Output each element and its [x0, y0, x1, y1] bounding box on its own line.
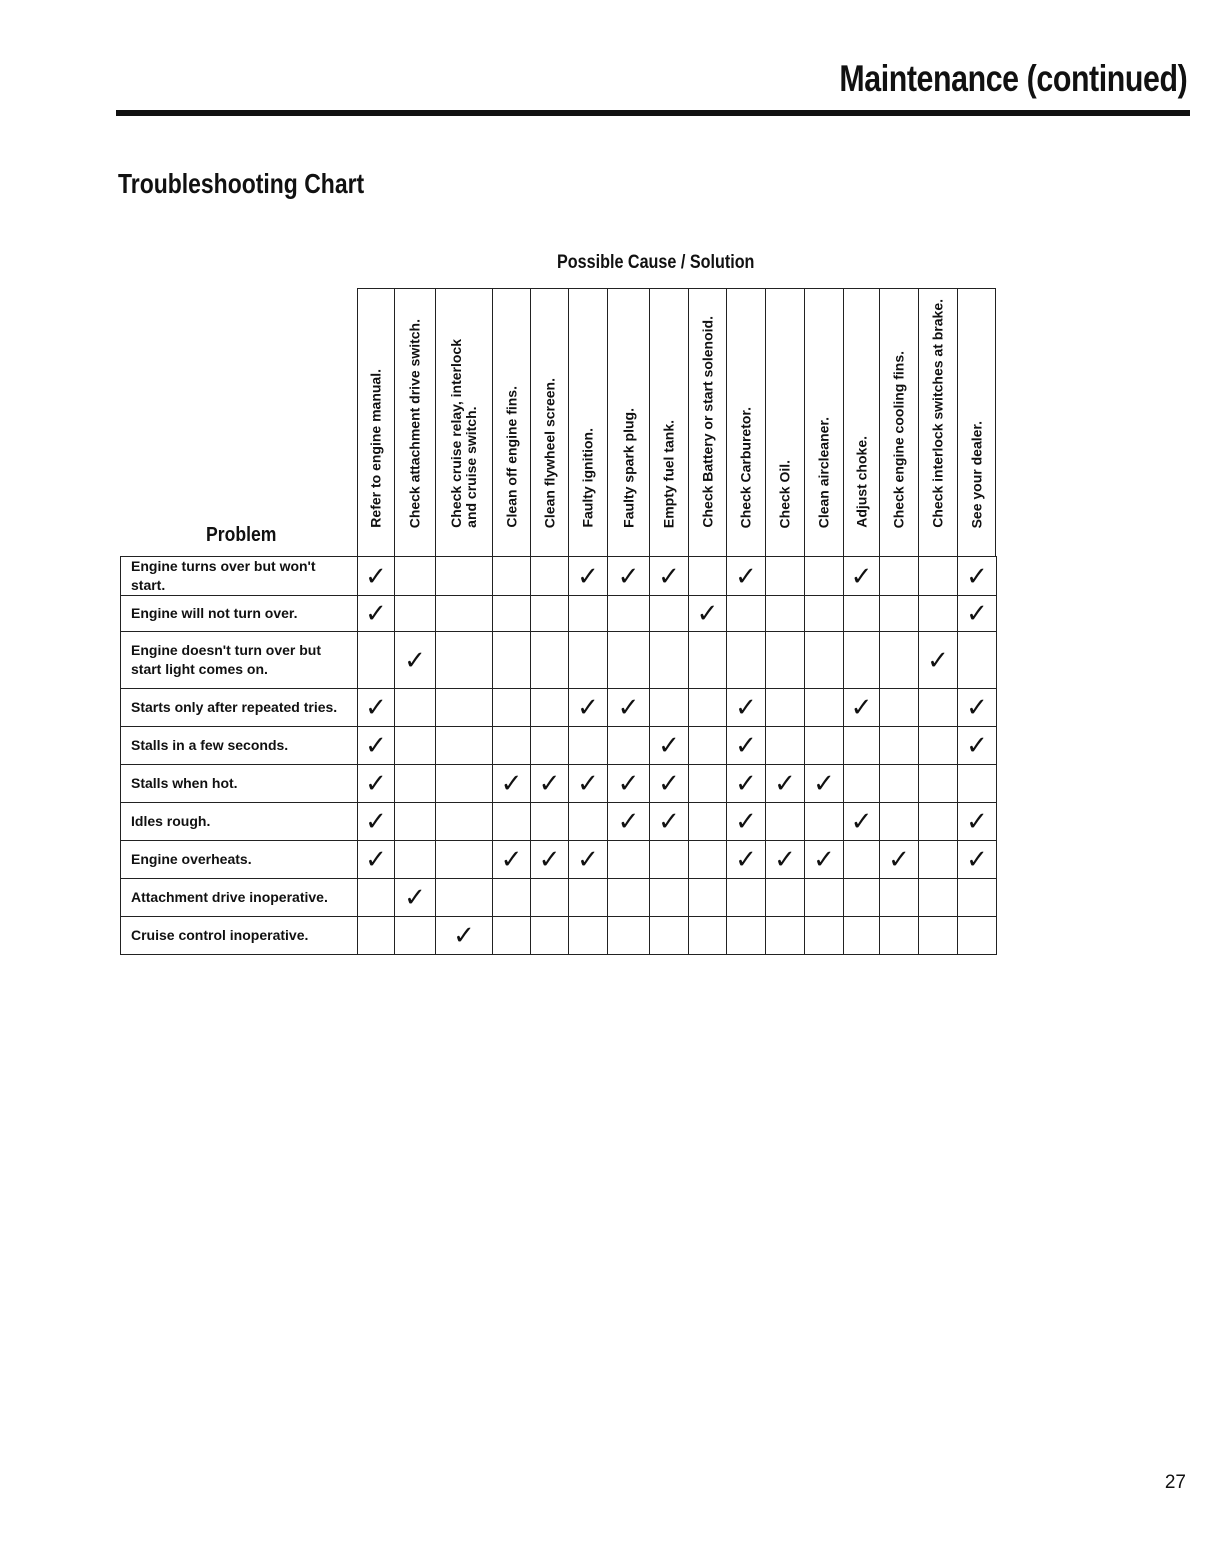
check-cell — [727, 557, 766, 596]
check-cell — [727, 689, 766, 727]
check-cell — [844, 917, 880, 955]
check-cell — [608, 689, 650, 727]
check-cell — [493, 596, 531, 632]
problem-cell: Engine will not turn over. — [121, 596, 358, 632]
checkmark-icon: ✓ — [365, 731, 387, 761]
check-cell — [493, 879, 531, 917]
problem-cell: Engine turns over but won't start. — [121, 557, 358, 596]
check-cell — [569, 632, 608, 689]
problem-cell: Engine overheats. — [121, 841, 358, 879]
checkmark-icon: ✓ — [500, 769, 523, 799]
check-cell — [358, 803, 395, 841]
section-title: Maintenance (continued) — [839, 58, 1187, 99]
check-cell — [608, 917, 650, 955]
chart-title: Troubleshooting Chart — [118, 168, 365, 199]
check-cell — [844, 841, 880, 879]
check-cell — [727, 803, 766, 841]
section-divider — [116, 110, 1190, 116]
check-cell — [689, 765, 727, 803]
check-cell — [880, 689, 919, 727]
check-cell — [844, 803, 880, 841]
check-cell — [358, 557, 395, 596]
table-row — [121, 689, 997, 727]
checkmark-icon: ✓ — [850, 807, 873, 837]
check-cell — [436, 917, 493, 955]
check-cell — [395, 879, 436, 917]
problem-heading: Problem — [206, 524, 277, 546]
check-cell — [436, 557, 493, 596]
check-cell — [531, 765, 569, 803]
check-cell — [919, 689, 958, 727]
checkmark-icon: ✓ — [966, 599, 988, 629]
check-cell — [689, 917, 727, 955]
check-cell — [531, 689, 569, 727]
check-cell — [569, 689, 608, 727]
table-row — [121, 917, 997, 955]
check-cell — [436, 632, 493, 689]
check-cell — [805, 596, 844, 632]
check-cell — [569, 727, 608, 765]
check-cell — [689, 689, 727, 727]
check-cell — [569, 841, 608, 879]
cause-header-14 — [879, 288, 918, 556]
check-cell — [805, 632, 844, 689]
check-cell — [958, 917, 997, 955]
checkmark-icon: ✓ — [966, 845, 988, 875]
check-cell — [727, 632, 766, 689]
check-cell — [919, 727, 958, 765]
checkmark-icon: ✓ — [404, 883, 426, 913]
check-cell — [608, 879, 650, 917]
check-cell — [727, 841, 766, 879]
check-cell — [650, 841, 689, 879]
checkmark-icon: ✓ — [404, 645, 426, 676]
check-cell — [531, 841, 569, 879]
cause-header-15 — [918, 288, 957, 556]
cause-label: Check engine cooling fins. — [890, 350, 907, 528]
check-cell — [395, 596, 436, 632]
check-cell — [436, 879, 493, 917]
check-cell — [358, 727, 395, 765]
checkmark-icon: ✓ — [617, 807, 640, 837]
check-cell — [395, 689, 436, 727]
checkmark-icon: ✓ — [365, 845, 387, 875]
cause-header-10 — [726, 288, 765, 556]
check-cell — [395, 727, 436, 765]
check-cell — [569, 596, 608, 632]
check-cell — [880, 917, 919, 955]
check-cell — [608, 803, 650, 841]
check-cell — [395, 803, 436, 841]
cause-header-11 — [765, 288, 804, 556]
cause-heading: Possible Cause / Solution — [557, 252, 755, 273]
check-cell — [727, 917, 766, 955]
check-cell — [358, 596, 395, 632]
checkmark-icon: ✓ — [813, 845, 835, 875]
check-cell — [958, 765, 997, 803]
check-cell — [436, 727, 493, 765]
check-cell — [689, 596, 727, 632]
table-row — [121, 632, 997, 689]
check-cell — [531, 596, 569, 632]
check-cell — [650, 917, 689, 955]
check-cell — [531, 879, 569, 917]
check-cell — [493, 632, 531, 689]
problem-cell: Idles rough. — [121, 803, 358, 841]
check-cell — [608, 557, 650, 596]
checkmark-icon: ✓ — [538, 769, 561, 799]
check-cell — [689, 632, 727, 689]
check-cell — [727, 727, 766, 765]
check-cell — [880, 727, 919, 765]
check-cell — [493, 689, 531, 727]
checkmark-icon: ✓ — [888, 845, 910, 875]
check-cell — [958, 727, 997, 765]
check-cell — [569, 765, 608, 803]
cause-label: Clean aircleaner. — [815, 416, 832, 528]
check-cell — [919, 632, 958, 689]
check-cell — [531, 557, 569, 596]
checkmark-icon: ✓ — [453, 921, 475, 951]
checkmark-icon: ✓ — [850, 693, 873, 723]
checkmark-icon: ✓ — [927, 645, 949, 676]
check-cell — [436, 803, 493, 841]
check-cell — [493, 803, 531, 841]
check-cell — [805, 727, 844, 765]
checkmark-icon: ✓ — [617, 693, 640, 723]
check-cell — [919, 803, 958, 841]
check-cell — [844, 727, 880, 765]
checkmark-icon: ✓ — [365, 599, 387, 629]
cause-header-6 — [568, 288, 607, 556]
check-cell — [766, 879, 805, 917]
check-cell — [844, 557, 880, 596]
cause-label: Adjust choke. — [853, 436, 869, 528]
page-number: 27 — [1164, 1472, 1186, 1493]
check-cell — [569, 917, 608, 955]
check-cell — [805, 917, 844, 955]
check-cell — [805, 841, 844, 879]
check-cell — [689, 803, 727, 841]
table-row — [121, 557, 997, 596]
check-cell — [689, 727, 727, 765]
check-cell — [358, 765, 395, 803]
problem-cell: Engine doesn't turn over but start light comes on. — [121, 632, 358, 689]
cause-header-13 — [843, 288, 879, 556]
checkmark-icon: ✓ — [577, 845, 599, 875]
check-cell — [395, 917, 436, 955]
cause-header-4 — [492, 288, 530, 556]
cause-header-12 — [804, 288, 843, 556]
check-cell — [395, 841, 436, 879]
check-cell — [608, 765, 650, 803]
cause-label: See your dealer. — [968, 420, 984, 528]
check-cell — [395, 765, 436, 803]
check-cell — [436, 689, 493, 727]
cause-header-16 — [957, 288, 996, 556]
check-cell — [805, 765, 844, 803]
check-cell — [766, 917, 805, 955]
check-cell — [766, 803, 805, 841]
checkmark-icon: ✓ — [696, 599, 719, 629]
checkmark-icon: ✓ — [966, 693, 988, 723]
check-cell — [919, 917, 958, 955]
cause-label: Faulty spark plug. — [620, 408, 636, 528]
cause-header-1 — [357, 288, 394, 556]
table-row — [121, 841, 997, 879]
check-cell — [766, 841, 805, 879]
check-cell — [569, 557, 608, 596]
check-cell — [919, 879, 958, 917]
check-cell — [880, 841, 919, 879]
checkmark-icon: ✓ — [658, 561, 680, 592]
check-cell — [358, 841, 395, 879]
check-cell — [689, 557, 727, 596]
check-cell — [358, 917, 395, 955]
check-cell — [689, 879, 727, 917]
check-cell — [880, 596, 919, 632]
check-cell — [436, 596, 493, 632]
cause-label: Check interlock switches at brake. — [929, 299, 946, 528]
check-cell — [727, 765, 766, 803]
checkmark-icon: ✓ — [577, 693, 599, 723]
check-cell — [531, 803, 569, 841]
check-cell — [766, 689, 805, 727]
checkmark-icon: ✓ — [365, 769, 387, 799]
check-cell — [650, 727, 689, 765]
check-cell — [958, 632, 997, 689]
check-cell — [493, 557, 531, 596]
cause-header-2 — [394, 288, 435, 556]
cause-header-7 — [607, 288, 649, 556]
check-cell — [958, 689, 997, 727]
check-cell — [608, 841, 650, 879]
check-cell — [880, 879, 919, 917]
checkmark-icon: ✓ — [365, 561, 387, 592]
checkmark-icon: ✓ — [813, 769, 835, 799]
check-cell — [569, 879, 608, 917]
check-cell — [919, 841, 958, 879]
check-cell — [766, 632, 805, 689]
cause-label: Check cruise relay, interlock and cruise switch. — [448, 339, 479, 528]
checkmark-icon: ✓ — [774, 769, 796, 799]
check-cell — [805, 879, 844, 917]
check-cell — [727, 596, 766, 632]
check-cell — [358, 879, 395, 917]
cause-label: Refer to engine manual. — [367, 369, 384, 528]
troubleshooting-table — [120, 556, 997, 955]
cause-header-5 — [530, 288, 568, 556]
cause-label: Check Carburetor. — [737, 406, 754, 528]
cause-label: Check Oil. — [776, 459, 793, 528]
cause-header-8 — [649, 288, 688, 556]
checkmark-icon: ✓ — [735, 769, 757, 799]
checkmark-icon: ✓ — [966, 731, 988, 761]
table-row — [121, 879, 997, 917]
checkmark-icon: ✓ — [774, 845, 796, 875]
checkmark-icon: ✓ — [658, 731, 680, 761]
check-cell — [958, 841, 997, 879]
check-cell — [395, 632, 436, 689]
checkmark-icon: ✓ — [365, 807, 387, 837]
check-cell — [919, 765, 958, 803]
checkmark-icon: ✓ — [966, 807, 988, 837]
checkmark-icon: ✓ — [966, 561, 988, 592]
check-cell — [844, 879, 880, 917]
check-cell — [436, 841, 493, 879]
check-cell — [958, 803, 997, 841]
check-cell — [531, 917, 569, 955]
check-cell — [727, 879, 766, 917]
problem-cell: Stalls when hot. — [121, 765, 358, 803]
table-row — [121, 596, 997, 632]
cause-label: Check attachment drive switch. — [406, 318, 423, 528]
cause-label: Check Battery or start solenoid. — [699, 316, 715, 528]
checkmark-icon: ✓ — [617, 561, 640, 592]
checkmark-icon: ✓ — [658, 807, 680, 837]
checkmark-icon: ✓ — [735, 693, 757, 723]
check-cell — [493, 917, 531, 955]
check-cell — [958, 557, 997, 596]
checkmark-icon: ✓ — [735, 731, 757, 761]
checkmark-icon: ✓ — [735, 561, 757, 592]
check-cell — [493, 727, 531, 765]
check-cell — [919, 596, 958, 632]
problem-cell: Starts only after repeated tries. — [121, 689, 358, 727]
check-cell — [493, 841, 531, 879]
check-cell — [608, 632, 650, 689]
check-cell — [436, 765, 493, 803]
check-cell — [805, 557, 844, 596]
check-cell — [493, 765, 531, 803]
checkmark-icon: ✓ — [658, 769, 680, 799]
problem-cell: Stalls in a few seconds. — [121, 727, 358, 765]
check-cell — [805, 689, 844, 727]
check-cell — [689, 841, 727, 879]
check-cell — [569, 803, 608, 841]
check-cell — [805, 803, 844, 841]
problem-cell: Attachment drive inoperative. — [121, 879, 358, 917]
cause-header-3 — [435, 288, 492, 556]
check-cell — [766, 727, 805, 765]
check-cell — [650, 765, 689, 803]
table-row — [121, 803, 997, 841]
check-cell — [358, 689, 395, 727]
check-cell — [844, 596, 880, 632]
check-cell — [531, 727, 569, 765]
check-cell — [958, 879, 997, 917]
check-cell — [650, 596, 689, 632]
check-cell — [608, 727, 650, 765]
checkmark-icon: ✓ — [365, 693, 387, 723]
check-cell — [395, 557, 436, 596]
checkmark-icon: ✓ — [850, 561, 873, 592]
cause-label: Empty fuel tank. — [660, 419, 677, 528]
checkmark-icon: ✓ — [500, 845, 523, 875]
check-cell — [766, 765, 805, 803]
check-cell — [608, 596, 650, 632]
checkmark-icon: ✓ — [735, 845, 757, 875]
check-cell — [880, 557, 919, 596]
cause-label: Faulty ignition. — [579, 428, 596, 528]
check-cell — [844, 689, 880, 727]
check-cell — [844, 765, 880, 803]
table-row — [121, 727, 997, 765]
check-cell — [766, 557, 805, 596]
check-cell — [844, 632, 880, 689]
check-cell — [880, 765, 919, 803]
check-cell — [650, 632, 689, 689]
check-cell — [919, 557, 958, 596]
check-cell — [958, 596, 997, 632]
check-cell — [880, 632, 919, 689]
checkmark-icon: ✓ — [577, 769, 599, 799]
check-cell — [650, 803, 689, 841]
cause-label: Clean off engine fins. — [503, 386, 519, 528]
cause-label: Clean flywheel screen. — [541, 377, 557, 528]
check-cell — [358, 632, 395, 689]
check-cell — [531, 632, 569, 689]
checkmark-icon: ✓ — [735, 807, 757, 837]
check-cell — [650, 879, 689, 917]
check-cell — [650, 689, 689, 727]
cause-header-9 — [688, 288, 726, 556]
check-cell — [766, 596, 805, 632]
check-cell — [650, 557, 689, 596]
checkmark-icon: ✓ — [538, 845, 561, 875]
problem-cell: Cruise control inoperative. — [121, 917, 358, 955]
checkmark-icon: ✓ — [617, 769, 640, 799]
checkmark-icon: ✓ — [577, 561, 599, 592]
check-cell — [880, 803, 919, 841]
table-row — [121, 765, 997, 803]
